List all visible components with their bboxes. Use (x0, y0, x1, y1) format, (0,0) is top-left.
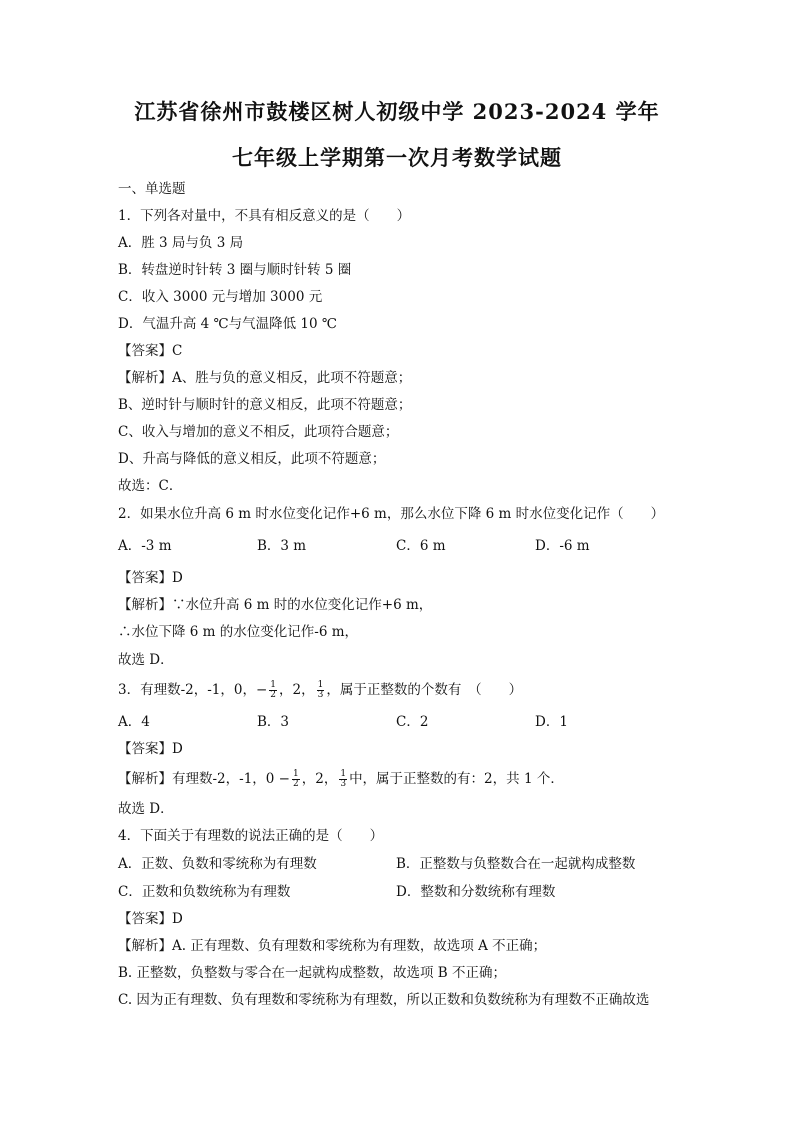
q3-stem-text: ，2， (279, 682, 315, 698)
q1-analysis-line: B、逆时针与顺时针的意义相反，此项不符题意； (118, 397, 412, 413)
q3-stem-text: ，属于正整数的个数有 （ ） (326, 682, 523, 698)
q4-analysis-line: B. 正整数，负整数与零合在一起就构成整数，故选项 B 不正确； (118, 965, 507, 981)
q2-analysis-line: 【解析】∵水位升高 6 m 时的水位变化记作+6 m， (118, 597, 433, 613)
q3-analysis-text: ，2， (301, 771, 338, 787)
q1-analysis-line: D、升高与降低的意义相反，此项不符题意； (118, 451, 386, 467)
q4-analysis-line: C. 因为正有理数、负有理数和零统称为有理数，所以正数和负数统称为有理数不正确故选 (118, 992, 650, 1008)
fraction-numerator: 1 (340, 769, 347, 779)
fraction-denominator: 3 (317, 690, 324, 700)
q3-analysis-line: 故选 D． (118, 801, 174, 817)
q3-option-c: C．2 (396, 714, 429, 730)
q2-option-d: D．-6 m (535, 538, 590, 554)
q1-analysis-line: C、收入与增加的意义不相反，此项符合题意； (118, 424, 399, 440)
fraction-denominator: 2 (293, 779, 299, 789)
q1-analysis-line: 故选：C． (118, 478, 183, 494)
q3-answer: 【答案】D (118, 741, 183, 757)
q4-analysis-line: 【解析】A. 正有理数、负有理数和零统称为有理数，故选项 A 不正确； (118, 938, 547, 954)
q2-option-c: C．6 m (396, 538, 446, 554)
q4-option-d: D．整数和分数统称有理数 (396, 884, 556, 900)
q1-option-d: D．气温升高 4 ℃与气温降低 10 ℃ (118, 316, 337, 332)
title-line-1: 江苏省徐州市鼓楼区树人初级中学 2023-2024 学年 (134, 99, 660, 124)
section-heading: 一、单选题 (118, 181, 186, 197)
fraction-denominator: 2 (270, 690, 277, 700)
q3-option-d: D．1 (535, 714, 568, 730)
q4-option-b: B．正整数与负整数合在一起就构成整数 (396, 856, 636, 872)
q3-option-b: B．3 (257, 714, 290, 730)
q4-option-c: C．正数和负数统称为有理数 (118, 884, 291, 900)
q4-answer: 【答案】D (118, 911, 183, 927)
q1-option-a: A．胜 3 局与负 3 局 (118, 235, 244, 251)
fraction-numerator: 1 (293, 769, 299, 779)
q3-fraction (317, 681, 325, 700)
q2-option-b: B．3 m (257, 538, 307, 554)
fraction-denominator: 3 (340, 779, 347, 789)
q2-analysis-line: ∴水位下降 6 m 的水位变化记作-6 m， (118, 624, 359, 640)
q3-analysis-line (118, 770, 564, 789)
q4-option-a: A．正数、负数和零统称为有理数 (118, 856, 317, 872)
q3-option-a: A．4 (118, 714, 150, 730)
q3-analysis-text: 中，属于正整数的有：2，共 1 个． (349, 771, 564, 787)
fraction-numerator: 1 (270, 680, 277, 690)
q1-analysis-line: 【解析】A、胜与负的意义相反，此项不符题意； (118, 370, 412, 386)
q2-analysis-line: 故选 D． (118, 652, 174, 668)
title-line-2: 七年级上学期第一次月考数学试题 (232, 145, 562, 170)
q2-answer: 【答案】D (118, 570, 183, 586)
q3-fraction (292, 770, 300, 789)
q1-stem: 1．下列各对量中，不具有相反意义的是（ ） (118, 208, 411, 224)
q2-option-a: A．-3 m (118, 538, 172, 554)
q1-option-b: B．转盘逆时针转 3 圈与顺时针转 5 圈 (118, 262, 352, 278)
q1-answer: 【答案】C (118, 343, 183, 359)
fraction-numerator: 1 (317, 680, 324, 690)
q3-stem-text: 3．有理数-2，-1，0，− (118, 682, 268, 698)
q3-stem (118, 681, 522, 700)
q1-option-c: C．收入 3000 元与增加 3000 元 (118, 289, 323, 305)
q4-stem: 4．下面关于有理数的说法正确的是（ ） (118, 828, 384, 844)
q3-analysis-text: 【解析】有理数-2，-1，0 − (118, 771, 290, 787)
q3-fraction (339, 770, 347, 789)
q3-fraction (269, 681, 277, 700)
q2-stem: 2．如果水位升高 6 m 时水位变化记作+6 m，那么水位下降 6 m 时水位变化记作（ ） (118, 506, 665, 522)
